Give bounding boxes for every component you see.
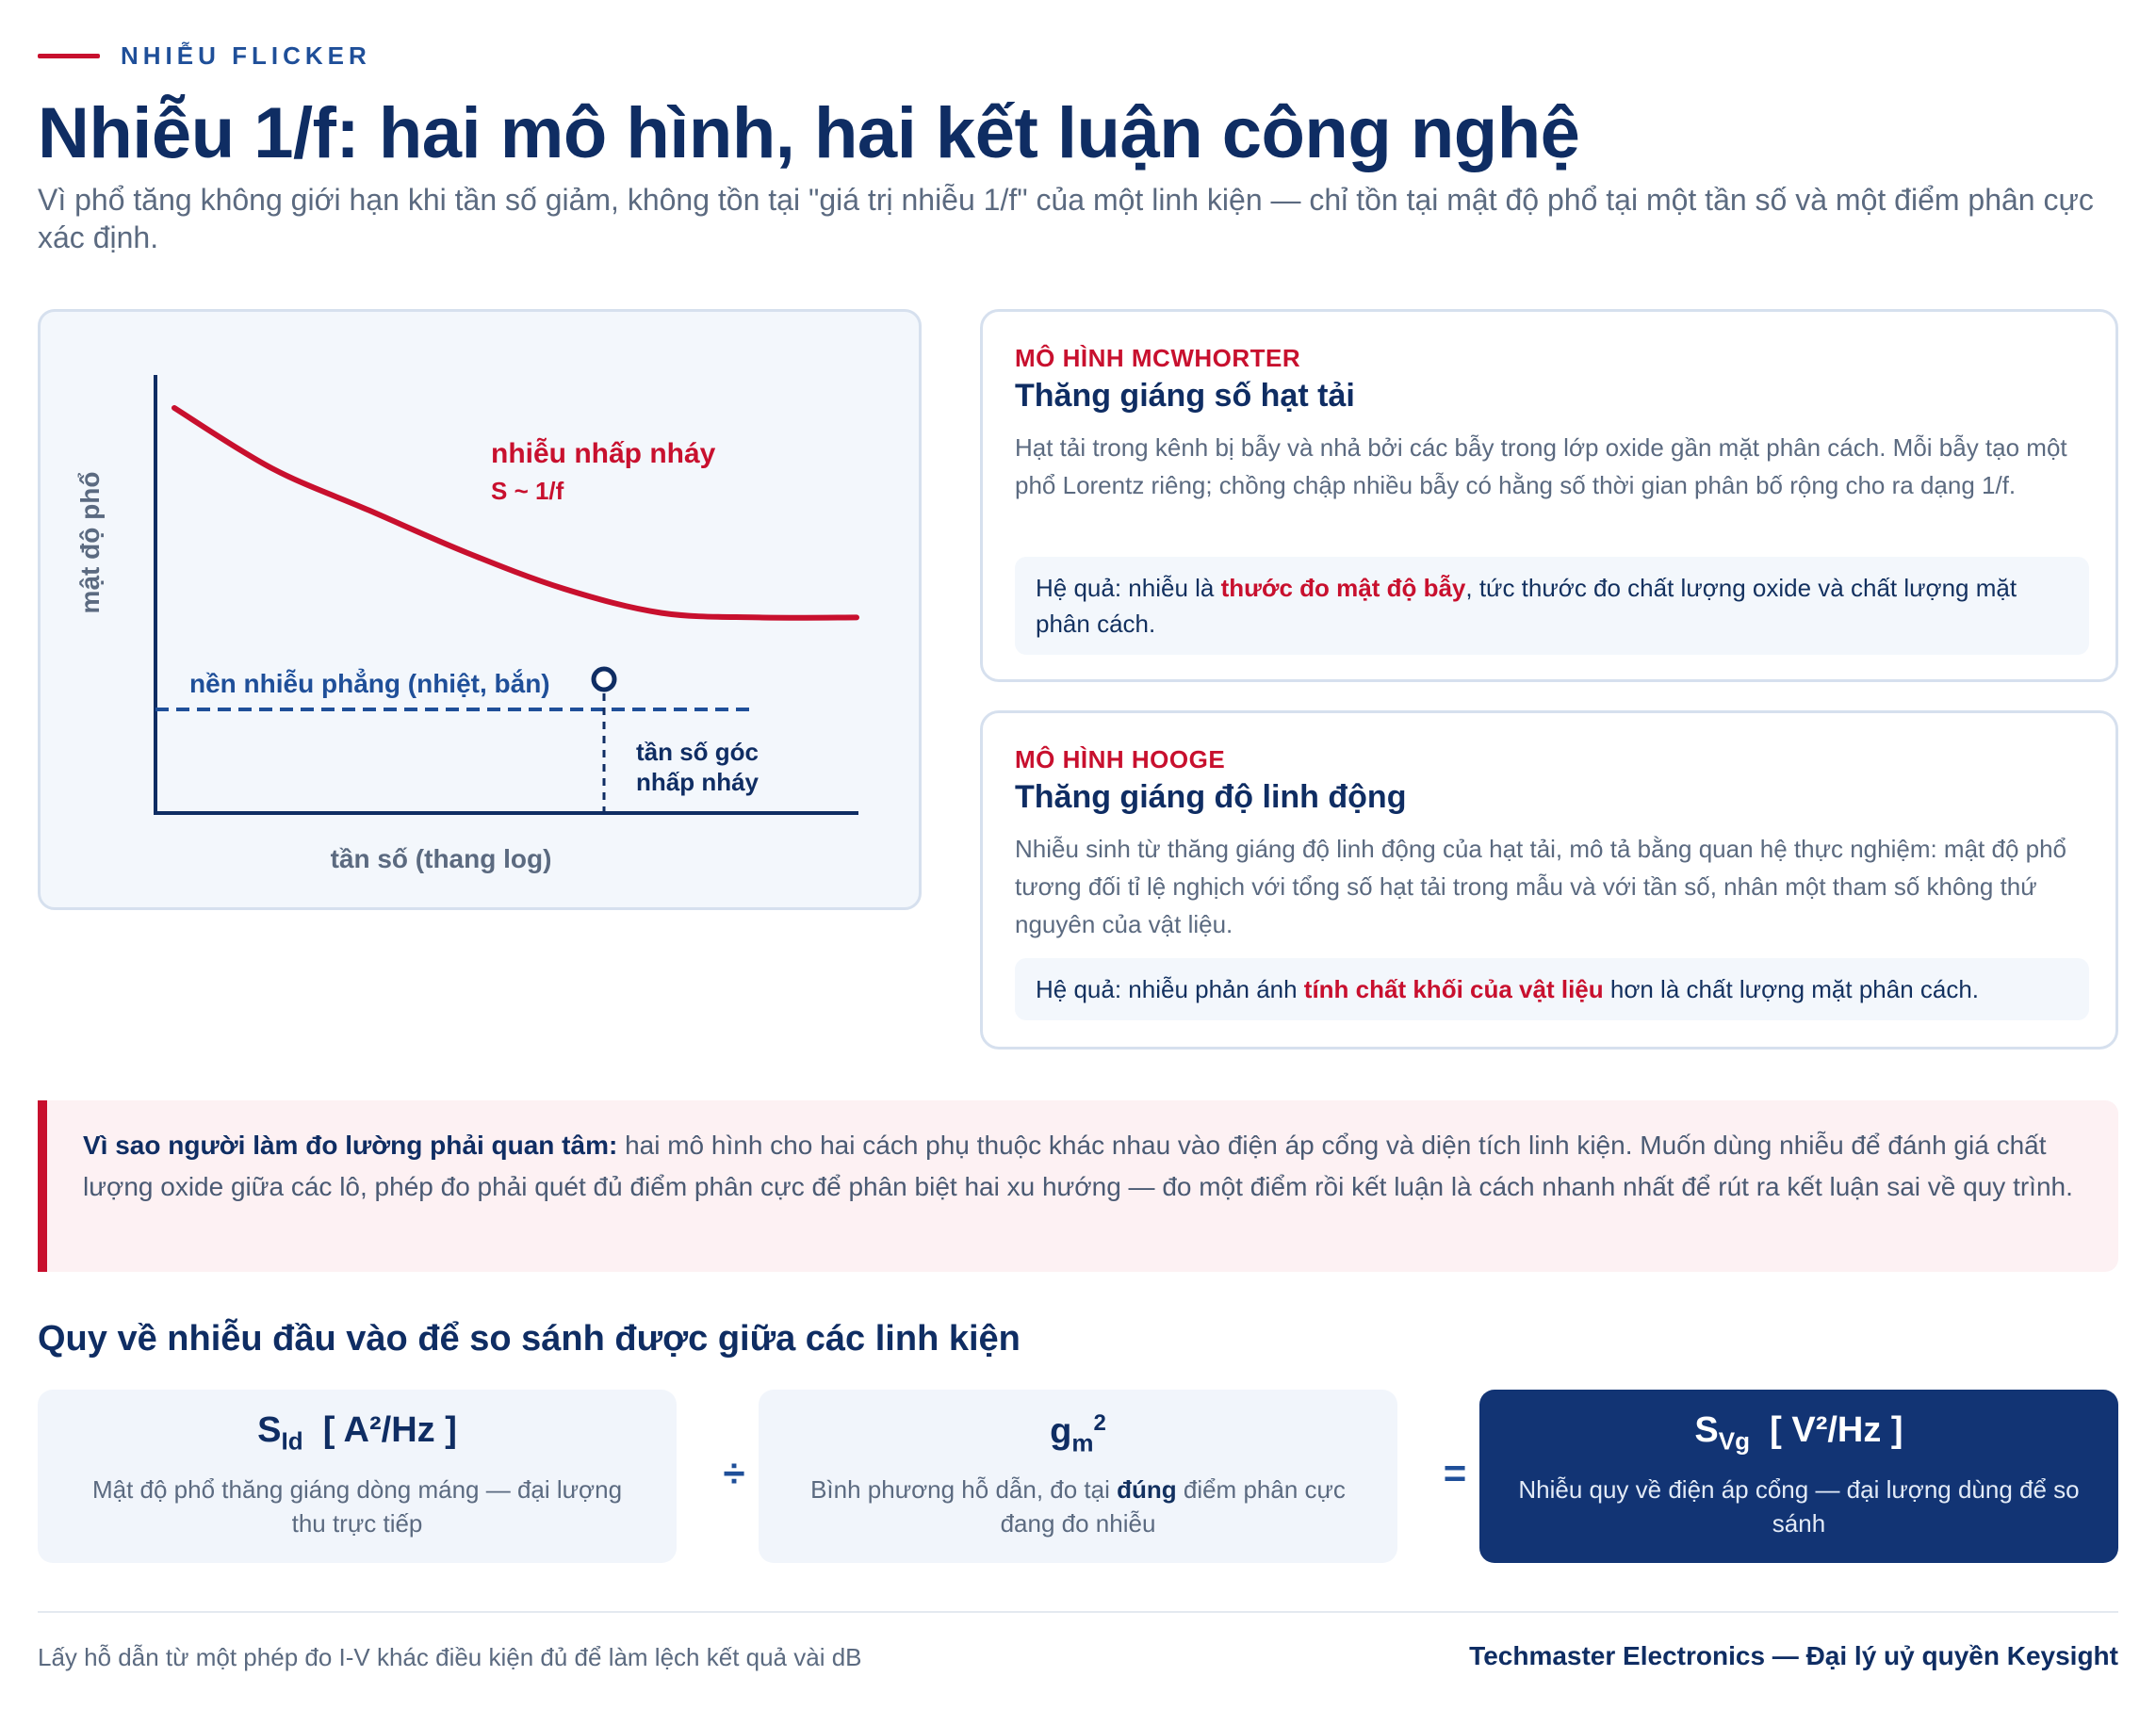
symbol-base: g xyxy=(1050,1411,1072,1452)
model-tag: MÔ HÌNH HOOGE xyxy=(1015,745,1226,773)
model-card-mcwhorter xyxy=(980,309,2118,682)
why-it-matters-callout xyxy=(38,1100,2118,1272)
model-card-hooge xyxy=(980,710,2118,1050)
symbol-base: S xyxy=(257,1410,282,1450)
model-title: Thăng giáng số hạt tải xyxy=(1015,378,1355,414)
floor-label: nền nhiễu phẳng (nhiệt, bắn) xyxy=(189,669,550,698)
chart-card xyxy=(38,309,922,910)
formula-description: Mật độ phổ thăng giáng dòng máng — đại lượng thu trực tiếp xyxy=(91,1475,623,1538)
callout-lead: Vì sao người làm đo lường phải quan tâm: xyxy=(83,1131,618,1160)
model-body: Nhiễu sinh từ thăng giáng độ linh động của hạt tải, mô tả bằng quan hệ thực nghiệm: mật độ phổ tương đối tỉ lệ nghịch với tổng số hạt tải trong mẫu và với tần số, nhân một tham số không thứ nguyên của vật liệu. xyxy=(1015,835,2067,938)
footer-divider xyxy=(38,1611,2118,1613)
page-subtitle: Vì phổ tăng không giới hạn khi tần số giảm, không tồn tại "giá trị nhiễu 1/f" của một linh kiện — chỉ tồn tại mật độ phổ tại một tần số và một điểm phân cực xác định. xyxy=(38,183,2094,254)
curve-formula: S ~ 1/f xyxy=(491,477,564,505)
symbol-subscript: Vg xyxy=(1718,1426,1751,1456)
note-suffix: , tức thước đo chất lượng oxide và chất lượng mặt phân cách. xyxy=(1036,574,2017,638)
divide-operator: ÷ xyxy=(723,1451,745,1495)
formula-box-input-referred-noise xyxy=(1479,1390,2118,1563)
flicker-noise-chart xyxy=(41,312,919,907)
formula-box-drain-current-psd xyxy=(38,1390,677,1563)
formula-box-transconductance xyxy=(759,1390,1397,1563)
corner-frequency-point xyxy=(594,669,614,690)
symbol-unit: [ A²/Hz ] xyxy=(322,1410,457,1450)
footer-brand: Techmaster Electronics — Đại lý uỷ quyền Keysight xyxy=(1469,1641,2118,1670)
note-prefix: Hệ quả: nhiễu phản ánh xyxy=(1036,975,1304,1003)
symbol-subscript: Id xyxy=(281,1426,303,1456)
model-tag: MÔ HÌNH MCWHORTER xyxy=(1015,344,1301,372)
x-axis-label: tần số (thang log) xyxy=(330,844,552,873)
formula-section-title: Quy về nhiễu đầu vào để so sánh được giữa các linh kiện xyxy=(38,1319,1021,1359)
note-highlight: tính chất khối của vật liệu xyxy=(1303,975,1604,1003)
symbol-unit: [ V²/Hz ] xyxy=(1770,1410,1903,1450)
corner-label-line1: tần số góc xyxy=(636,738,760,766)
formula-symbol xyxy=(759,1410,1397,1457)
note-suffix: hơn là chất lượng mặt phân cách. xyxy=(1603,975,1980,1003)
formula-description: Nhiễu quy về điện áp cổng — đại lượng dùng để so sánh xyxy=(1518,1475,2080,1538)
desc-prefix: Bình phương hỗ dẫn, đo tại xyxy=(810,1475,1118,1504)
formula-symbol xyxy=(1479,1410,2118,1457)
curve-label: nhiễu nhấp nháy xyxy=(491,438,716,469)
symbol-base: S xyxy=(1694,1410,1719,1450)
kicker-text: NHIỄU FLICKER xyxy=(121,41,371,70)
symbol-subscript: m xyxy=(1071,1428,1094,1457)
callout-text: hai mô hình cho hai cách phụ thuộc khác nhau vào điện áp cổng và diện tích linh kiện. Muốn dùng nhiễu để đánh giá chất lượng oxide giữa các lô, phép đo phải quét đủ điểm phân cực để phân biệt hai xu hướng — đo một điểm rồi kết luận là cách nhanh nhất để rút ra kết luận sai về quy trình. xyxy=(83,1131,2073,1201)
model-title: Thăng giáng độ linh động xyxy=(1015,779,1407,815)
y-axis-label: mật độ phổ xyxy=(75,471,105,614)
model-consequence-note xyxy=(1015,557,2089,655)
formula-description xyxy=(796,1473,1360,1540)
model-consequence-note xyxy=(1015,958,2089,1020)
desc-emphasis: đúng xyxy=(1117,1475,1177,1504)
corner-label-line2: nhấp nháy xyxy=(636,768,760,796)
page-title: Nhiễu 1/f: hai mô hình, hai kết luận công nghệ xyxy=(38,93,1580,173)
note-highlight: thước đo mật độ bẫy xyxy=(1220,574,1466,602)
kicker xyxy=(38,41,371,71)
desc-suffix: điểm phân cực đang đo nhiễu xyxy=(1000,1475,1346,1538)
equals-operator: = xyxy=(1443,1451,1467,1495)
formula-symbol xyxy=(38,1410,677,1457)
footer-note: Lấy hỗ dẫn từ một phép đo I-V khác điều kiện đủ để làm lệch kết quả vài dB xyxy=(38,1643,862,1671)
kicker-accent-line xyxy=(38,54,100,58)
symbol-superscript: 2 xyxy=(1093,1410,1106,1436)
note-prefix: Hệ quả: nhiễu là xyxy=(1036,574,1221,602)
model-body: Hạt tải trong kênh bị bẫy và nhả bởi các bẫy trong lớp oxide gần mặt phân cách. Mỗi bẫy tạo một phổ Lorentz riêng; chồng chập nhiều bẫy có hằng số thời gian phân bố rộng cho ra dạng 1/f. xyxy=(1015,433,2067,499)
